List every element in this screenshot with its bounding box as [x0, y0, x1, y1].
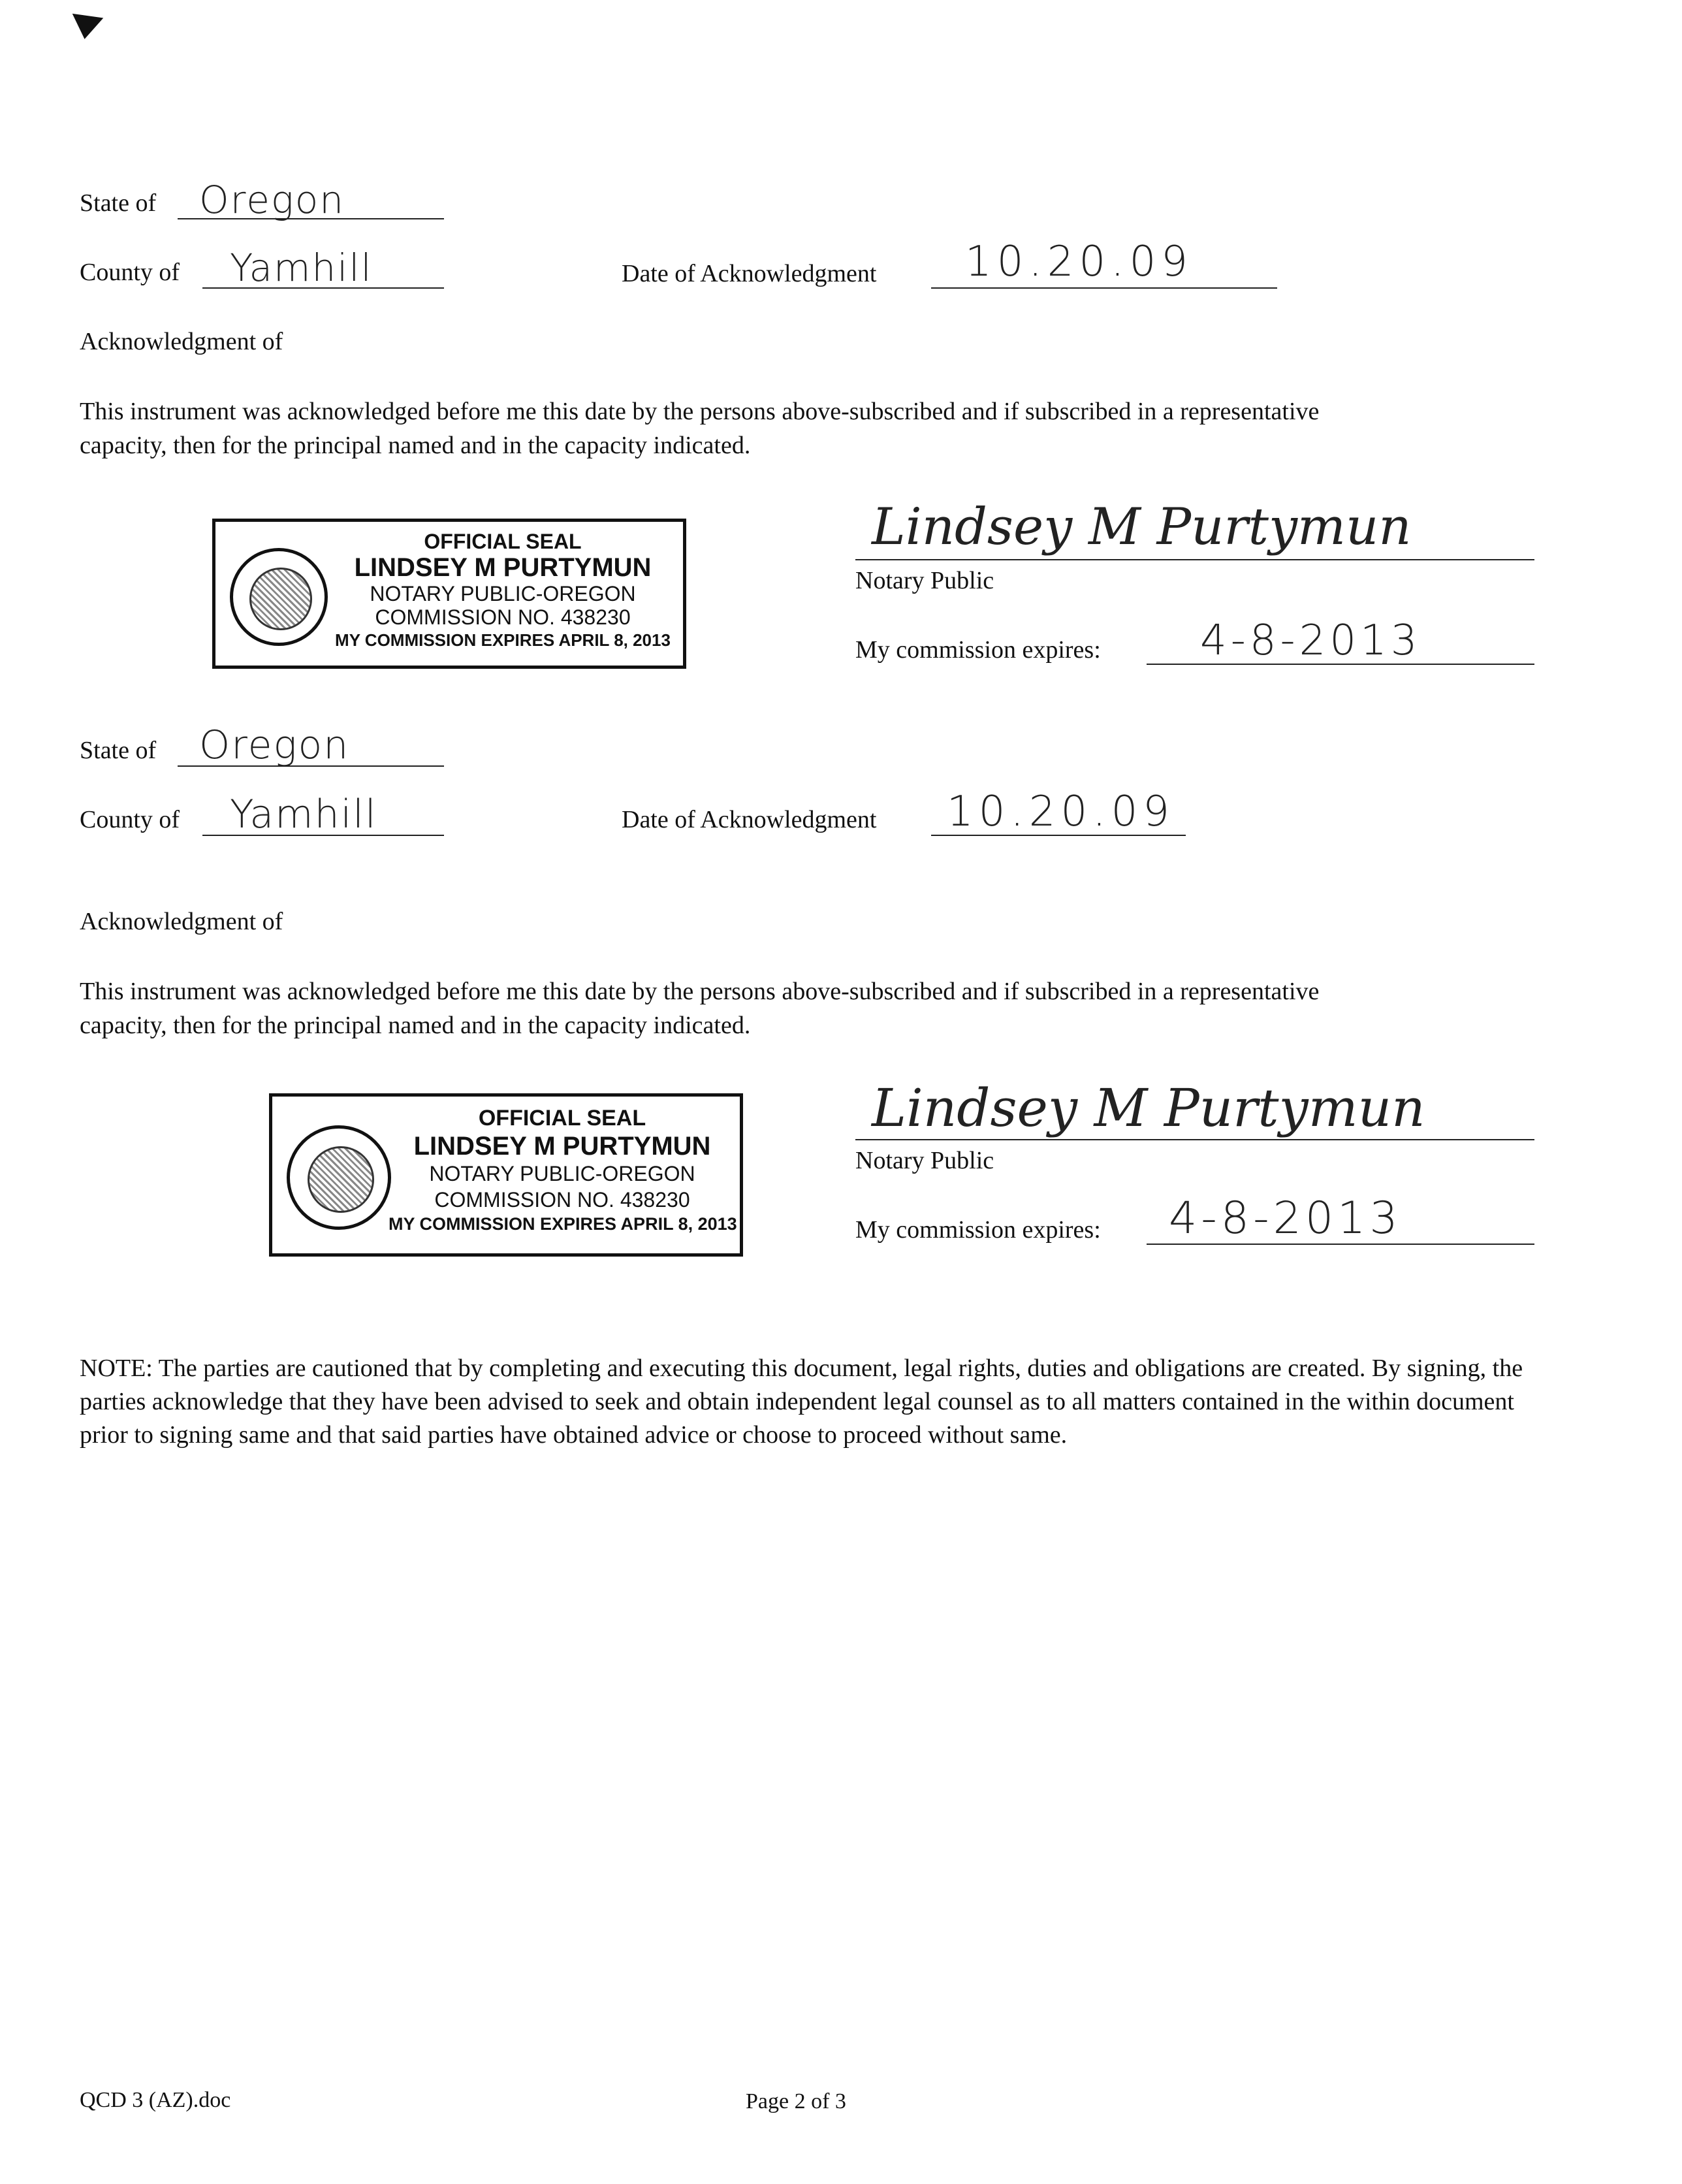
seal-name: LINDSEY M PURTYMUN: [413, 1132, 711, 1161]
date-label: Date of Acknowledgment: [622, 260, 877, 287]
footer-page-number: Page 2 of 3: [746, 2089, 846, 2113]
ack-of-label: Acknowledgment of: [80, 328, 283, 355]
notary-public-label: Notary Public: [855, 567, 994, 594]
seal-commission: COMMISSION NO. 438230: [434, 1188, 690, 1212]
state-seal-icon: [287, 1125, 391, 1230]
date-value: 10.20.09: [947, 788, 1175, 836]
expires-value: 4-8-2013: [1169, 1193, 1402, 1244]
commission-expires-label: My commission expires:: [855, 636, 1101, 664]
state-value: Oregon: [199, 722, 350, 768]
signature-line: [855, 1139, 1534, 1140]
seal-notary: NOTARY PUBLIC-OREGON: [429, 1162, 695, 1185]
seal-expiry: MY COMMISSION EXPIRES APRIL 8, 2013: [389, 1214, 737, 1234]
scan-mark: [69, 14, 104, 41]
seal-commission: COMMISSION NO. 438230: [375, 605, 631, 629]
county-value: Yamhill: [230, 792, 377, 837]
county-label: County of: [80, 806, 180, 833]
seal-title: OFFICIAL SEAL: [424, 530, 582, 553]
commission-expires-label: My commission expires:: [855, 1216, 1101, 1244]
date-line: [931, 287, 1277, 289]
notary-seal: [269, 1093, 743, 1257]
ack-statement: This instrument was acknowledged before me this date by the persons above-subscribed and if subscribed in a representative capacity, then for the principal named and in the capacity indicated.: [80, 398, 1320, 459]
state-label: State of: [80, 189, 157, 217]
seal-title: OFFICIAL SEAL: [478, 1106, 646, 1131]
notary-signature: Lindsey M Purtymun: [872, 498, 1412, 556]
expires-value: 4-8-2013: [1200, 617, 1421, 665]
seal-expiry: MY COMMISSION EXPIRES APRIL 8, 2013: [335, 630, 671, 650]
signature-line: [855, 559, 1534, 560]
seal-name: LINDSEY M PURTYMUN: [354, 553, 652, 582]
ack-of-label: Acknowledgment of: [80, 908, 283, 935]
date-label: Date of Acknowledgment: [622, 806, 877, 833]
seal-notary: NOTARY PUBLIC-OREGON: [370, 582, 636, 605]
notary-seal: [212, 519, 686, 669]
state-seal-icon: [230, 548, 328, 646]
county-label: County of: [80, 259, 180, 286]
state-value: Oregon: [199, 178, 345, 222]
footer-doc-name: QCD 3 (AZ).doc: [80, 2088, 231, 2112]
notary-public-label: Notary Public: [855, 1147, 994, 1174]
date-value: 10.20.09: [965, 238, 1193, 286]
notary-signature: Lindsey M Purtymun: [872, 1078, 1425, 1138]
legal-note: NOTE: The parties are cautioned that by completing and executing this document, legal rights, duties and obligations are created. By signing, the parties acknowledge that they have been advised to seek and obtain independent legal counsel as to all matters contained in the within document prior to signing same and that said parties have obtained advice or choose to proceed without same.: [80, 1355, 1523, 1449]
county-value: Yamhill: [230, 246, 373, 290]
state-label: State of: [80, 737, 157, 764]
ack-statement: This instrument was acknowledged before me this date by the persons above-subscribed and if subscribed in a representative capacity, then for the principal named and in the capacity indicated.: [80, 978, 1320, 1039]
